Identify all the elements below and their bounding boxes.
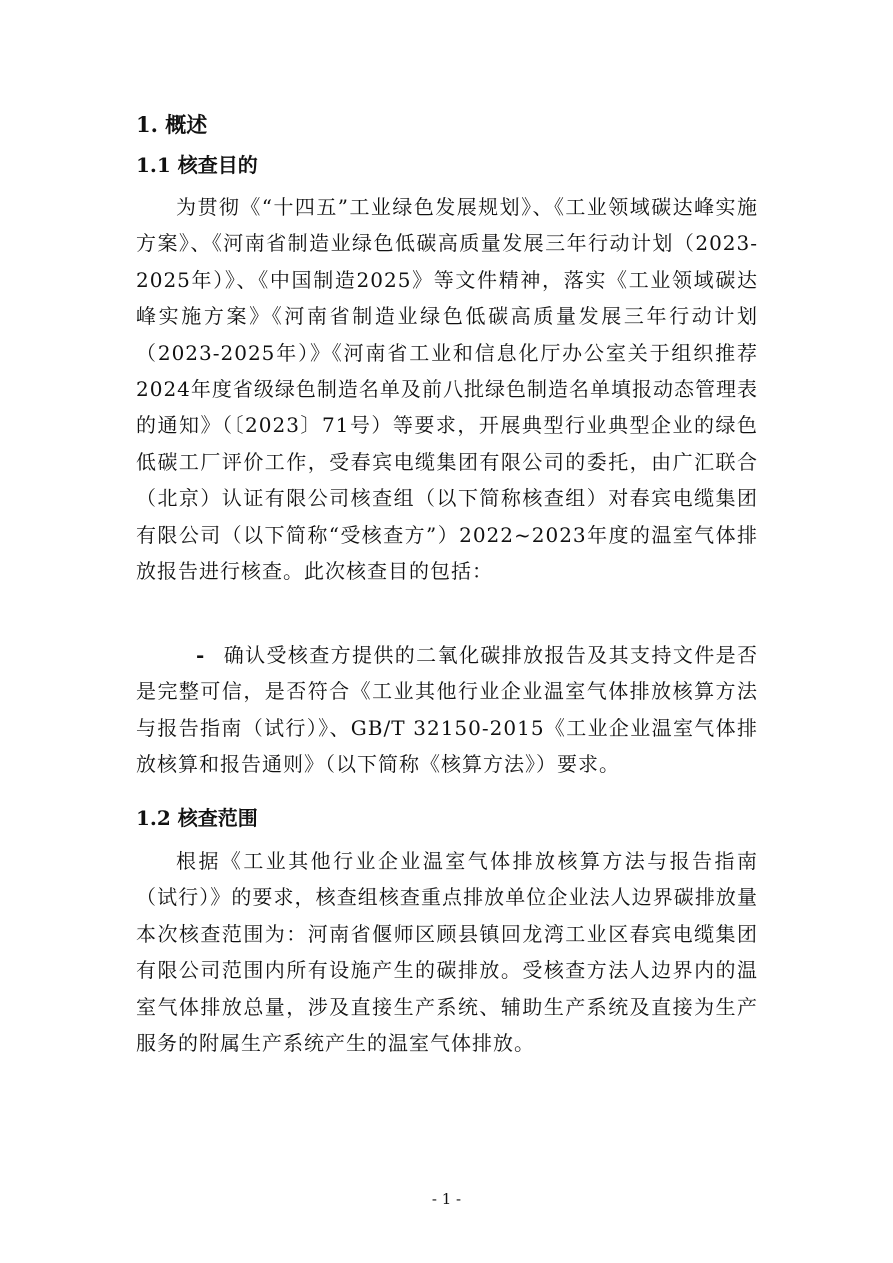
section-heading-purpose: 1.1 核查目的 bbox=[136, 153, 258, 177]
chapter-heading: 1. 概述 bbox=[136, 112, 208, 137]
section-heading-scope: 1.2 核查范围 bbox=[136, 806, 258, 830]
bullet-dash: - bbox=[196, 643, 206, 667]
scope-paragraph: 根据《工业其他行业企业温室气体排放核算方法与报告指南（试行）》的要求，核查组核查重点排放单位企业法人边界碳排放量本次核查范围为：河南省偃师区顾县镇回龙湾工业区春宾电缆集团有限公司范围内所有设施产生的碳排放。受核查方法人边界内的温室气体排放总量，涉及直接生产系统、辅助生产系统及直接为生产服务的附属生产系统产生的温室气体排放。 bbox=[136, 849, 758, 1056]
purpose-paragraph: 为贯彻《“十四五”工业绿色发展规划》、《工业领域碳达峰实施方案》、《河南省制造业绿色低碳高质量发展三年行动计划（2023-2025年）》、《中国制造2025》等文件精神，落实《工业领域碳达峰实施方案》《河南省制造业绿色低碳高质量发展三年行动计划（2023-2025年）》《河南省工业和信息化厅办公室关于组织推荐2024年度省级绿色制造名单及前八批绿色制造名单填报动态管理表的通知》（〔2023〕71号）等要求，开展典型行业典型企业的绿色低碳工厂评价工作，受春宾电缆集团有限公司的委托，由广汇联合（北京）认证有限公司核查组（以下简称核查组）对春宾电缆集团有限公司（以下简称“受核查方”）2022~2023年度的温室气体排放报告进行核查。此次核查目的包括： bbox=[136, 195, 758, 584]
page-number: - 1 - bbox=[431, 1190, 462, 1208]
bullet-text: 确认受核查方提供的二氧化碳排放报告及其支持文件是否是完整可信，是否符合《工业其他行业企业温室气体排放核算方法与报告指南（试行）》、GB/T 32150-2015《工业企业温室气体排放核算和报告通则》（以下简称《核算方法》）要求。 bbox=[136, 643, 758, 777]
purpose-bullet-item bbox=[136, 637, 758, 783]
